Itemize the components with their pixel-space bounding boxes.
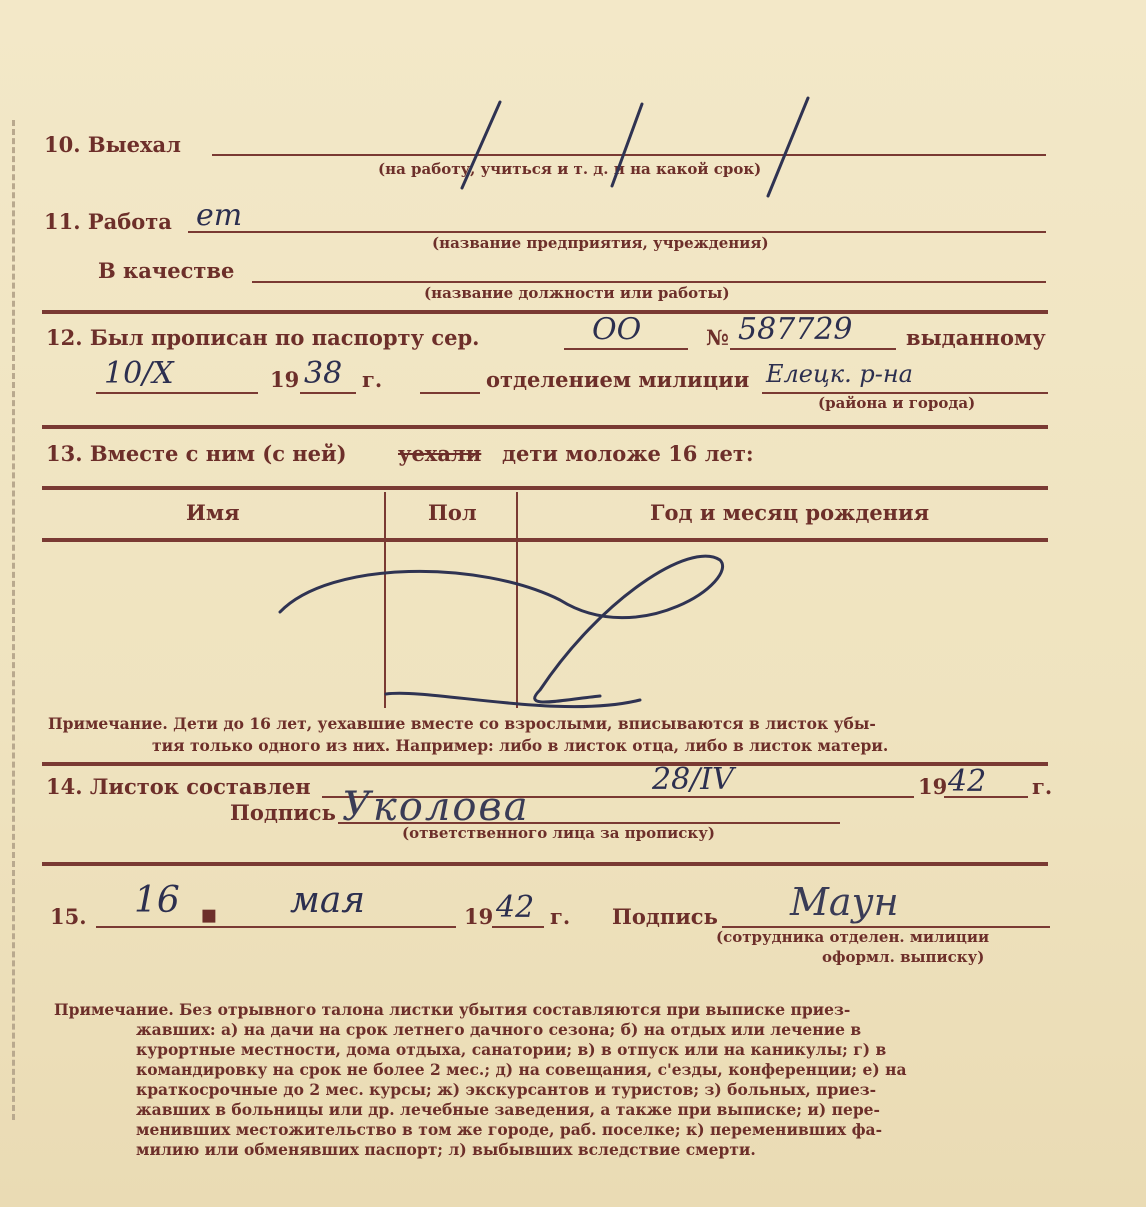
item-10-hint: (на работу, учиться и т. д. и на какой срок)	[378, 160, 762, 178]
note-2-line-8: милию или обменявших паспорт; л) выбывших вследствие смерти.	[136, 1140, 756, 1159]
item-13-rest: дети моложе 16 лет:	[502, 441, 754, 466]
item-11-sub-hint: (название должности или работы)	[424, 284, 730, 302]
col-sex-header: Пол	[428, 500, 477, 525]
note-2-line-3: курортные местности, дома отдыха, санатории; в) в отпуск или на каникулы; г) в	[136, 1040, 887, 1059]
issue-year-handwriting: 38	[304, 356, 343, 391]
note-2-line-2: жавших: а) на дачи на срок летнего дачного сезона; б) на отдых или лечение в	[136, 1020, 862, 1039]
crossout-flourish	[280, 556, 723, 702]
office-label: отделением милиции	[486, 367, 750, 392]
col-name-header: Имя	[186, 500, 240, 525]
item-14-label: 14. Листок составлен	[46, 774, 311, 799]
note-2-line-5: краткосрочные до 2 мес. курсы; ж) экскурсантов и туристов; з) больных, приез-	[136, 1080, 877, 1099]
item-15-sign-label: Подпись	[612, 904, 718, 929]
passport-series-handwriting: ОО	[592, 312, 642, 347]
dash-stroke-1	[462, 102, 500, 188]
item-15-hint-2: оформл. выписку)	[822, 948, 985, 966]
item-11-hint: (название предприятия, учреждения)	[432, 234, 769, 252]
item-14-date-handwriting: 28/IV	[652, 762, 734, 797]
passport-number-sign: №	[706, 325, 729, 350]
item-14-signature: Уколова	[342, 784, 530, 830]
note-1-line-2: тия только одного из них. Например: либо в листок отца, либо в листок матери.	[152, 736, 889, 755]
dash-stroke-2	[612, 104, 642, 186]
note-1-line-1: Примечание. Дети до 16 лет, уехавшие вместе со взрослыми, вписываются в листок убы-	[48, 714, 876, 733]
item-15-g: г.	[550, 904, 571, 929]
item-15-day-handwriting: 16	[134, 880, 180, 921]
issued-label: выданному	[906, 325, 1046, 350]
crossout-underline	[386, 693, 640, 706]
note-2-line-1: Примечание. Без отрывного талона листки убытия составляются при выписке приез-	[54, 1000, 851, 1019]
item-15-label: 15.	[50, 904, 87, 929]
item-14-g: г.	[1032, 774, 1053, 799]
issue-year-prefix: 19	[270, 367, 300, 392]
item-11-handwriting: ет	[196, 198, 243, 233]
note-2-line-7: менивших местожительство в том же городе, раб. поселке; к) переменивших фа-	[136, 1120, 883, 1139]
issue-year-g: г.	[362, 367, 383, 392]
item-14-year-prefix: 19	[918, 774, 948, 799]
item-10-label: 10. Выехал	[44, 132, 181, 157]
item-15-month-handwriting: мая	[290, 880, 366, 921]
item-15-hint-1: (сотрудника отделен. милиции	[716, 928, 990, 946]
item-15-year-handwriting: 42	[496, 890, 535, 925]
passport-number-handwriting: 587729	[738, 312, 853, 347]
dash-stroke-3	[768, 98, 808, 196]
item-11-label: 11. Работа	[44, 209, 172, 234]
item-14-sign-label: Подпись	[230, 800, 336, 825]
note-2-line-4: командировку на срок не более 2 мес.; д) на совещания, с'езды, конференции; е) на	[136, 1060, 907, 1079]
item-15-year-prefix: 19	[464, 904, 494, 929]
item-13-struck-word: уехали	[398, 441, 482, 466]
item-14-year-handwriting: 42	[948, 764, 987, 799]
note-2-line-6: жавших в больницы или др. лечебные заведения, а также при выписке; и) пере-	[136, 1100, 880, 1119]
item-15-dot: ▪	[200, 900, 218, 930]
item-12-label: 12. Был прописан по паспорту сер.	[46, 325, 480, 350]
item-11-sub-label: В качестве	[98, 258, 235, 283]
item-14-hint: (ответственного лица за прописку)	[402, 824, 715, 842]
office-handwriting: Елецк. р-на	[766, 360, 913, 388]
col-birth-header: Год и месяц рождения	[650, 500, 930, 525]
issue-date-handwriting: 10/X	[104, 356, 174, 391]
office-hint: (района и города)	[818, 394, 976, 412]
item-15-signature: Маун	[790, 880, 899, 924]
item-13-label: 13. Вместе с ним (с ней)	[46, 441, 347, 466]
